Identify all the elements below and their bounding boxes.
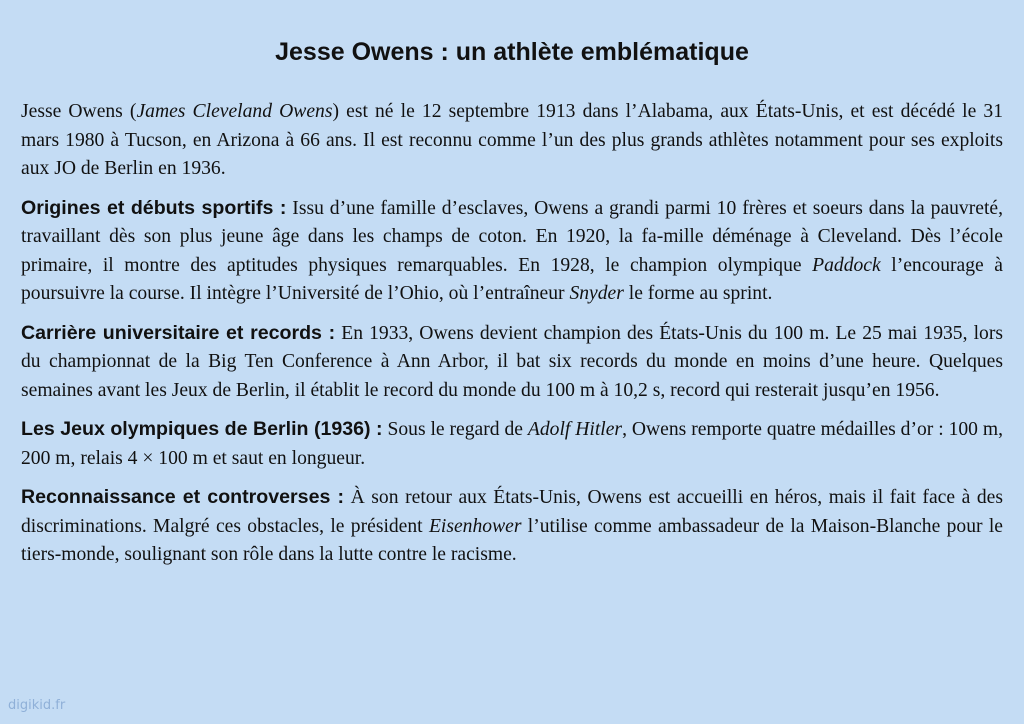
section-text: , Owens remporte quatre médailles d’or : 100 m, 200 m, relais 4 × 100 m et saut en longueur. bbox=[21, 419, 1004, 469]
section-text: Sous le regard de bbox=[382, 419, 528, 440]
intro-text-1: Jesse Owens ( bbox=[21, 101, 137, 122]
section-origines bbox=[21, 194, 1003, 309]
intro-paragraph bbox=[21, 98, 1003, 184]
section-text: Issu d’une famille d’esclaves, Owens a grandi parmi 10 frères et soeurs dans la pauvreté, travaillant dès son plus jeune âge dans les champs de coton. En 1920, la fa-mille déménage à Cleveland. Dès l’école primaire, il montre des aptitudes physiques remarquables. En 1928, le champion olympique bbox=[21, 197, 1003, 276]
site-watermark: digikid.fr bbox=[8, 698, 66, 713]
section-jeux-berlin bbox=[21, 415, 1003, 473]
section-heading-origines: Origines et débuts sportifs : bbox=[21, 196, 287, 219]
section-carriere bbox=[21, 319, 1003, 406]
section-name-snyder: Snyder bbox=[569, 283, 624, 304]
section-text: À son retour aux États-Unis, Owens est accueilli en héros, mais il fait face à des discriminations. Malgré ces obstacles, le président bbox=[21, 487, 1003, 537]
section-name-paddock: Paddock bbox=[812, 254, 881, 276]
intro-full-name: James Cleveland Owens bbox=[136, 101, 333, 122]
section-heading-jeux-berlin: Les Jeux olympiques de Berlin (1936) : bbox=[21, 418, 383, 440]
page-title: Jesse Owens : un athlète emblématique bbox=[275, 38, 749, 66]
document-body bbox=[21, 98, 1003, 580]
section-text: le forme au sprint. bbox=[623, 283, 773, 304]
section-text: l’utilise comme ambassadeur de la Maison-Blanche pour le tiers-monde, soulignant son rôle dans la lutte contre le racisme. bbox=[21, 515, 1003, 565]
section-heading-carriere: Carrière universitaire et records : bbox=[21, 321, 336, 344]
intro-text-2: ) est né le 12 septembre 1913 dans l’Alabama, aux États-Unis, et est décédé le 31 mars 1980 à Tucson, en Arizona à 66 ans. Il est reconnu comme l’un des plus grands athlètes notamment pour ses exploits aux JO de Berlin en 1936. bbox=[21, 101, 1003, 179]
section-name-hitler: Adolf Hitler bbox=[527, 419, 623, 440]
section-name-eisenhower: Eisenhower bbox=[428, 515, 522, 537]
section-text: En 1933, Owens devient champion des États-Unis du 100 m. Le 25 mai 1935, lors du championnat de la Big Ten Conference à Ann Arbor, il bat six records du monde en moins d’une heure. Quelques semaines avant les Jeux de Berlin, il établit le record du monde du 100 m à 10,2 s, record qui resterait jusqu’en 1956. bbox=[21, 322, 1003, 401]
section-reconnaissance bbox=[21, 483, 1003, 570]
section-heading-reconnaissance: Reconnaissance et controverses : bbox=[21, 486, 345, 508]
section-text: l’encourage à poursuivre la course. Il intègre l’Université de l’Ohio, où l’entraîneur bbox=[21, 254, 1003, 304]
